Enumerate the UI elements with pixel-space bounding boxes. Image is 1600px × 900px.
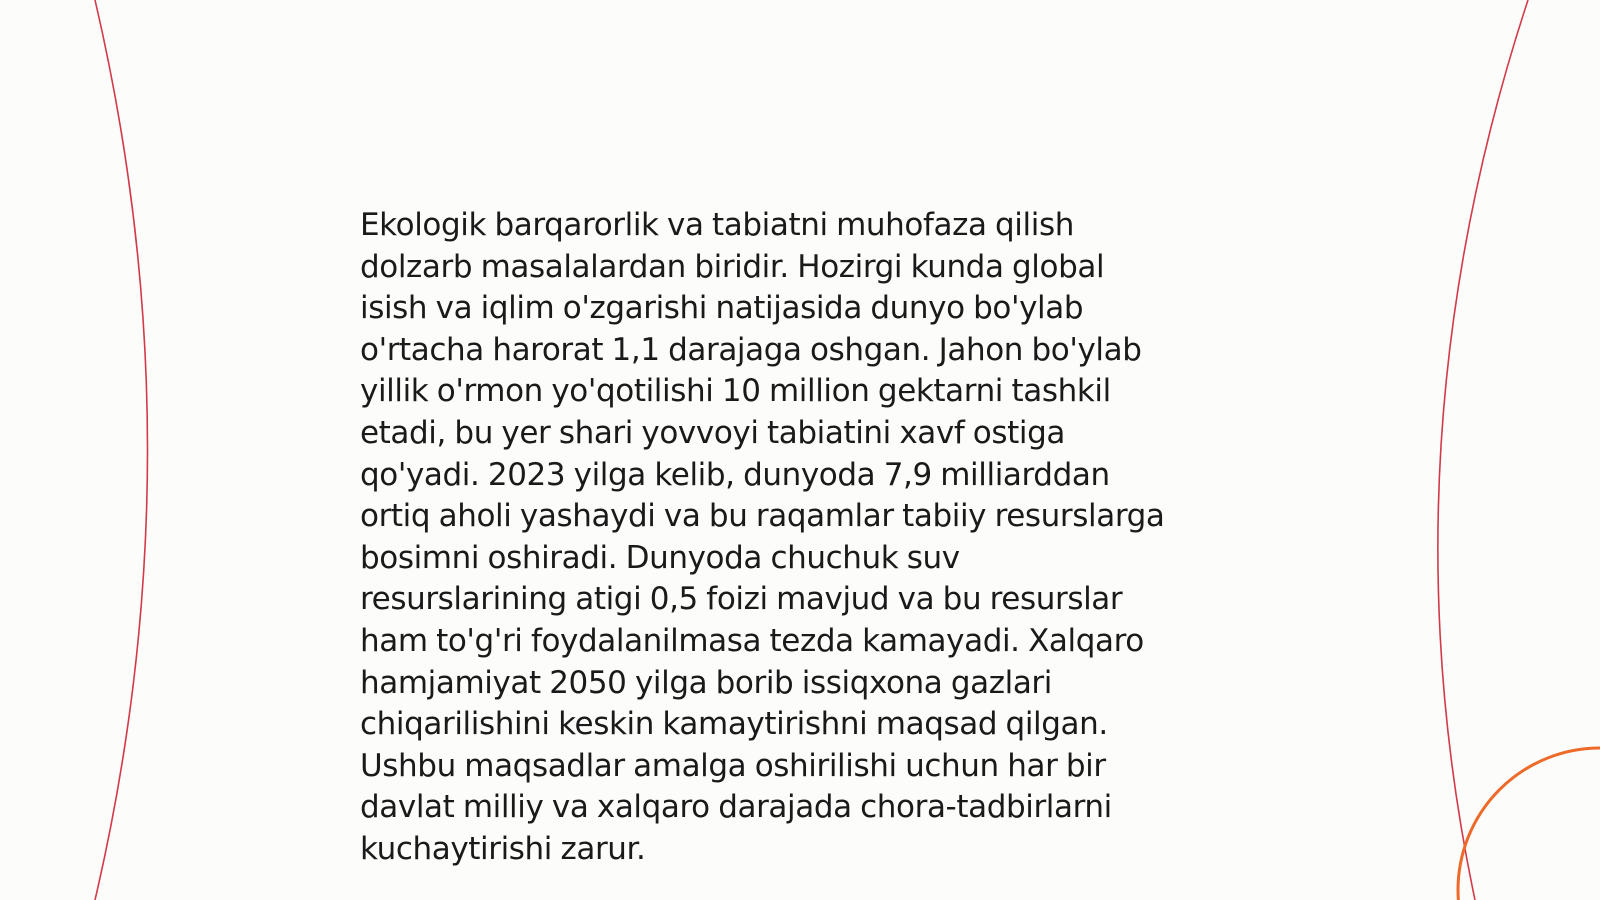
paragraph-line: bosimni oshiradi. Dunyoda chuchuk suv xyxy=(360,539,960,576)
paragraph-line: davlat milliy va xalqaro darajada chora-tadbirlarni xyxy=(360,789,1112,826)
paragraph-line: kuchaytirishi zarur. xyxy=(360,830,646,867)
paragraph-line: resurslarining atigi 0,5 foizi mavjud va bu resurslar xyxy=(360,581,1123,618)
paragraph-line: etadi, bu yer shari yovvoyi tabiatini xavf ostiga xyxy=(360,414,1065,451)
accent-circle xyxy=(1458,748,1600,900)
paragraph-line: ham to'g'ri foydalanilmasa tezda kamayadi. Xalqaro xyxy=(360,622,1144,659)
paragraph-line: Ekologik barqarorlik va tabiatni muhofaza qilish xyxy=(360,207,1074,243)
paragraph-line: isish va iqlim o'zgarishi natijasida dunyo bo'ylab xyxy=(360,290,1084,327)
paragraph-line: ortiq aholi yashaydi va bu raqamlar tabiiy resurslarga xyxy=(360,498,1165,535)
body-paragraph xyxy=(360,205,1240,871)
left-arc-line xyxy=(95,0,148,900)
right-arc-line xyxy=(1438,0,1528,900)
paragraph-line: yillik o'rmon yo'qotilishi 10 million gektarni tashkil xyxy=(360,373,1111,410)
paragraph-line: Ushbu maqsadlar amalga oshirilishi uchun har bir xyxy=(360,747,1106,784)
paragraph-line: qo'yadi. 2023 yilga kelib, dunyoda 7,9 milliarddan xyxy=(360,456,1110,493)
paragraph-line: hamjamiyat 2050 yilga borib issiqxona gazlari xyxy=(360,664,1052,701)
paragraph-line: chiqarilishini keskin kamaytirishni maqsad qilgan. xyxy=(360,706,1108,743)
paragraph-line: o'rtacha harorat 1,1 darajaga oshgan. Jahon bo'ylab xyxy=(360,331,1142,368)
paragraph-line: dolzarb masalalardan biridir. Hozirgi kunda global xyxy=(360,248,1105,285)
